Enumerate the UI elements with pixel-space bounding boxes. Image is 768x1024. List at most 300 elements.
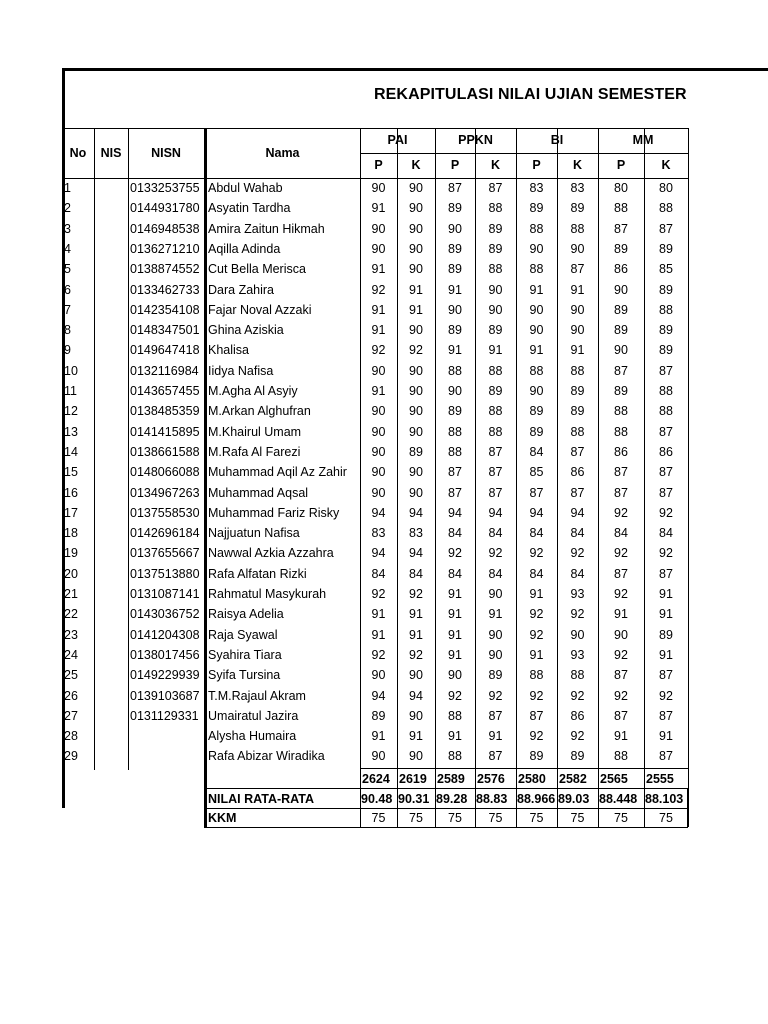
row-score: 94 (409, 546, 423, 561)
row-score: 90 (448, 302, 462, 317)
row-nisn: 0133462733 (130, 282, 200, 297)
row-score: 90 (529, 323, 544, 338)
row-score: 91 (529, 282, 544, 297)
row-score: 90 (409, 241, 423, 256)
row-score: 90 (409, 708, 423, 723)
total-value: 2582 (559, 772, 587, 786)
total-value: 2555 (646, 772, 674, 786)
row-score: 89 (659, 282, 673, 297)
row-score: 94 (488, 505, 503, 520)
row-score: 91 (371, 729, 386, 744)
body-col-divider (204, 178, 207, 828)
row-score: 88 (448, 363, 462, 378)
row-score: 94 (570, 505, 585, 520)
row-score: 87 (659, 424, 673, 439)
row-no: 12 (64, 404, 78, 419)
header-nama: Nama (265, 146, 300, 160)
header-top-line (62, 128, 688, 129)
row-nama: Raja Syawal (208, 627, 278, 642)
row-score: 84 (448, 566, 462, 581)
row-no: 13 (64, 424, 78, 439)
row-nisn: 0143036752 (130, 607, 200, 622)
row-score: 88 (570, 221, 585, 236)
row-score: 84 (529, 444, 544, 459)
row-score: 89 (659, 627, 673, 642)
row-nama: M.Agha Al Asyiy (208, 384, 298, 398)
row-nisn: 0148347501 (130, 323, 200, 338)
header-sub-k: K (411, 158, 421, 172)
row-score: 90 (488, 282, 503, 297)
row-score: 90 (488, 647, 503, 662)
row-score: 89 (448, 323, 462, 338)
row-no: 9 (64, 343, 71, 358)
row-nisn: 0138485359 (130, 404, 200, 419)
row-score: 91 (409, 729, 423, 744)
row-nisn: 0148066088 (130, 465, 200, 480)
row-score: 88 (529, 262, 544, 277)
row-score: 89 (529, 424, 544, 439)
row-score: 84 (659, 526, 673, 541)
row-score: 89 (529, 201, 544, 216)
row-score: 90 (409, 262, 423, 277)
row-score: 90 (409, 181, 423, 195)
row-score: 92 (529, 607, 544, 622)
body-col-divider (688, 178, 689, 770)
row-no: 14 (64, 444, 78, 459)
row-score: 90 (409, 384, 423, 398)
kkm-value: 75 (570, 811, 585, 825)
row-score: 83 (371, 526, 386, 541)
row-score: 89 (371, 708, 386, 723)
row-score: 86 (659, 444, 673, 459)
row-score: 94 (409, 688, 423, 703)
row-score: 89 (448, 201, 462, 216)
row-score: 92 (371, 343, 386, 358)
row-score: 90 (448, 668, 462, 683)
row-score: 88 (488, 404, 503, 419)
row-score: 89 (570, 201, 585, 216)
row-score: 88 (488, 201, 503, 216)
frame-top-border (62, 68, 768, 71)
row-score: 90 (409, 668, 423, 683)
row-score: 88 (614, 404, 628, 419)
row-score: 94 (448, 505, 462, 520)
body-col-divider (94, 178, 95, 770)
row-no: 16 (64, 485, 78, 500)
header-subject-mm: MM (632, 133, 654, 147)
row-score: 89 (570, 404, 585, 419)
average-value: 88.103 (645, 792, 684, 806)
row-score: 89 (488, 384, 503, 398)
row-score: 89 (488, 221, 503, 236)
row-nama: Alysha Humaira (208, 729, 297, 744)
row-no: 22 (64, 607, 78, 622)
average-value: 88.83 (476, 792, 508, 806)
row-score: 80 (614, 181, 628, 195)
row-score: 91 (614, 607, 628, 622)
row-score: 89 (488, 323, 503, 338)
row-score: 94 (371, 688, 386, 703)
row-nisn: 0142696184 (130, 526, 200, 541)
row-score: 87 (659, 221, 673, 236)
row-score: 89 (659, 323, 673, 338)
row-score: 84 (614, 526, 628, 541)
row-score: 92 (659, 546, 673, 561)
row-score: 87 (614, 363, 628, 378)
row-score: 86 (570, 708, 585, 723)
row-score: 90 (409, 201, 423, 216)
row-score: 88 (570, 424, 585, 439)
row-no: 17 (64, 505, 78, 520)
row-score: 91 (371, 302, 386, 317)
total-value: 2589 (437, 772, 465, 786)
row-nama: Iidya Nafisa (208, 363, 274, 378)
row-score: 89 (409, 444, 423, 459)
header-sub-p: P (532, 158, 541, 172)
row-score: 90 (409, 424, 423, 439)
row-score: 91 (448, 647, 462, 662)
row-score: 92 (448, 546, 462, 561)
row-nama: Najjuatun Nafisa (208, 526, 300, 541)
row-score: 90 (371, 404, 386, 419)
row-nisn: 0139103687 (130, 688, 200, 703)
row-nisn: 0131129331 (130, 708, 199, 723)
row-score: 89 (448, 404, 462, 419)
row-score: 90 (614, 627, 628, 642)
row-score: 90 (488, 302, 503, 317)
row-score: 92 (614, 587, 628, 601)
row-score: 91 (448, 729, 462, 744)
row-no: 25 (64, 668, 78, 683)
row-score: 92 (488, 546, 503, 561)
row-nisn: 0134967263 (130, 485, 200, 500)
row-score: 92 (614, 688, 628, 703)
header-nisn: NISN (151, 146, 181, 160)
row-score: 87 (659, 465, 673, 480)
row-score: 88 (659, 201, 673, 216)
row-score: 87 (659, 566, 673, 581)
row-score: 91 (488, 343, 503, 358)
row-score: 91 (529, 343, 544, 358)
row-nama: Aqilla Adinda (208, 241, 281, 256)
row-score: 84 (409, 566, 423, 581)
row-score: 91 (448, 627, 462, 642)
header-subject-ppkn: PPKN (458, 133, 493, 147)
row-nama: Syifa Tursina (208, 668, 281, 683)
row-no: 27 (64, 708, 78, 723)
row-nisn: 0133253755 (130, 181, 200, 195)
row-score: 91 (529, 647, 544, 662)
row-score: 87 (488, 485, 503, 500)
row-score: 91 (529, 587, 544, 601)
row-score: 84 (371, 566, 386, 581)
row-nisn: 0137655667 (130, 546, 200, 561)
row-score: 90 (371, 444, 386, 459)
row-score: 89 (529, 404, 544, 419)
row-score: 88 (659, 384, 673, 398)
row-score: 92 (614, 546, 628, 561)
row-no: 24 (64, 647, 78, 662)
row-score: 90 (371, 363, 386, 378)
row-score: 88 (488, 262, 503, 277)
row-score: 92 (570, 546, 585, 561)
row-score: 90 (448, 384, 462, 398)
row-score: 87 (614, 221, 628, 236)
row-nama: Fajar Noval Azzaki (208, 302, 312, 317)
row-score: 89 (614, 241, 628, 256)
row-score: 90 (570, 627, 585, 642)
row-score: 83 (529, 181, 544, 195)
row-score: 92 (448, 688, 462, 703)
row-no: 18 (64, 526, 78, 541)
row-score: 88 (448, 749, 462, 764)
row-no: 2 (64, 201, 71, 216)
average-value: 89.03 (558, 792, 590, 806)
row-nama: Syahira Tiara (208, 647, 282, 662)
row-score: 88 (570, 363, 585, 378)
subheader-line (360, 153, 688, 154)
row-score: 87 (529, 485, 544, 500)
row-nama: Rahmatul Masykurah (208, 587, 327, 601)
row-score: 91 (409, 627, 423, 642)
row-score: 90 (488, 627, 503, 642)
row-score: 87 (570, 444, 585, 459)
row-nisn: 0149647418 (130, 343, 200, 358)
row-nama: Khalisa (208, 343, 249, 358)
row-score: 89 (614, 302, 628, 317)
row-score: 91 (570, 282, 585, 297)
row-score: 91 (409, 282, 423, 297)
row-score: 90 (570, 323, 585, 338)
header-sub-k: K (490, 158, 501, 172)
row-no: 10 (64, 363, 78, 378)
row-no: 3 (64, 221, 71, 236)
row-score: 84 (448, 526, 462, 541)
row-score: 88 (488, 424, 503, 439)
row-nama: Amira Zaitun Hikmah (208, 221, 325, 236)
row-nisn: 0138874552 (130, 262, 200, 277)
header-nis: NIS (100, 146, 122, 160)
row-score: 94 (371, 546, 386, 561)
average-label: NILAI RATA-RATA (208, 792, 314, 806)
average-value: 88.448 (599, 792, 638, 806)
row-nisn: 0143657455 (130, 384, 200, 398)
total-value: 2565 (600, 772, 628, 786)
row-score: 91 (659, 607, 673, 622)
row-nama: Dara Zahira (208, 282, 274, 297)
row-nisn: 0138017456 (130, 647, 200, 662)
row-score: 89 (529, 749, 544, 764)
row-score: 87 (659, 363, 673, 378)
row-score: 84 (488, 566, 503, 581)
row-score: 83 (409, 526, 423, 541)
row-score: 90 (409, 221, 423, 236)
header-subject-pai: PAI (387, 133, 408, 147)
row-nama: Muhammad Fariz Risky (208, 505, 340, 520)
row-nisn: 0144931780 (130, 201, 200, 216)
row-score: 88 (448, 444, 462, 459)
row-score: 88 (529, 363, 544, 378)
row-score: 87 (659, 668, 673, 683)
row-score: 90 (570, 241, 585, 256)
row-score: 87 (448, 465, 462, 480)
row-score: 88 (614, 201, 628, 216)
row-score: 92 (529, 729, 544, 744)
row-score: 91 (488, 607, 503, 622)
row-score: 90 (570, 302, 585, 317)
row-no: 15 (64, 465, 78, 480)
row-score: 92 (371, 587, 386, 601)
row-score: 88 (448, 708, 462, 723)
row-score: 87 (448, 485, 462, 500)
row-score: 91 (371, 627, 386, 642)
row-score: 87 (614, 465, 628, 480)
row-score: 90 (409, 363, 423, 378)
row-nama: M.Arkan Alghufran (208, 404, 311, 419)
row-score: 92 (529, 688, 544, 703)
header-sub-k: K (661, 158, 671, 172)
row-score: 88 (570, 668, 585, 683)
row-score: 87 (659, 749, 673, 764)
row-score: 91 (371, 323, 386, 338)
row-score: 92 (659, 688, 673, 703)
row-no: 21 (64, 587, 78, 601)
row-score: 91 (409, 302, 423, 317)
row-score: 87 (614, 485, 628, 500)
row-score: 93 (570, 647, 585, 662)
row-score: 89 (570, 749, 585, 764)
row-no: 7 (64, 302, 71, 317)
row-score: 91 (371, 384, 386, 398)
row-score: 90 (371, 181, 386, 195)
row-no: 5 (64, 262, 71, 277)
average-value: 90.31 (398, 792, 430, 806)
row-nisn: 0141204308 (130, 627, 200, 642)
row-nama: T.M.Rajaul Akram (208, 688, 306, 703)
row-nama: Cut Bella Merisca (208, 262, 306, 277)
row-score: 92 (529, 546, 544, 561)
body-col-divider (128, 178, 129, 770)
row-nisn: 0142354108 (130, 302, 200, 317)
row-score: 87 (570, 485, 585, 500)
row-score: 88 (659, 404, 673, 419)
kkm-value: 75 (659, 811, 673, 825)
row-score: 92 (614, 505, 628, 520)
row-score: 87 (488, 708, 503, 723)
row-score: 91 (488, 729, 503, 744)
row-score: 90 (371, 749, 386, 764)
row-score: 90 (488, 587, 503, 601)
header-sub-p: P (616, 158, 626, 172)
row-score: 88 (529, 221, 544, 236)
header-no: No (69, 146, 87, 160)
row-score: 91 (371, 201, 386, 216)
row-score: 90 (529, 302, 544, 317)
row-no: 11 (64, 384, 77, 398)
row-score: 91 (448, 343, 462, 358)
row-score: 86 (570, 465, 585, 480)
average-value: 89.28 (436, 792, 468, 806)
row-nama: Asyatin Tardha (208, 201, 291, 216)
row-no: 4 (64, 241, 71, 256)
row-score: 87 (614, 566, 628, 581)
row-nama: Muhammad Aqil Az Zahir (208, 465, 347, 480)
row-score: 87 (659, 485, 673, 500)
row-score: 89 (614, 384, 628, 398)
row-score: 91 (448, 282, 462, 297)
row-score: 92 (488, 688, 503, 703)
total-value: 2580 (518, 772, 546, 786)
row-no: 29 (64, 749, 78, 764)
row-nisn: 0131087141 (130, 587, 200, 601)
row-score: 89 (488, 241, 503, 256)
row-score: 92 (570, 729, 585, 744)
row-nama: Rafa Abizar Wiradika (208, 749, 325, 764)
row-nama: Muhammad Aqsal (208, 485, 309, 500)
kkm-value: 75 (448, 811, 462, 825)
row-score: 89 (614, 323, 628, 338)
row-score: 94 (371, 505, 386, 520)
row-score: 87 (614, 668, 628, 683)
row-score: 91 (371, 262, 386, 277)
row-score: 91 (614, 729, 628, 744)
row-score: 88 (488, 363, 503, 378)
row-nisn: 0137513880 (130, 566, 200, 581)
row-score: 93 (570, 587, 585, 601)
row-score: 90 (371, 485, 386, 500)
row-score: 90 (409, 485, 423, 500)
row-no: 20 (64, 566, 78, 581)
row-score: 89 (570, 384, 585, 398)
row-nama: M.Khairul Umam (208, 424, 302, 439)
row-score: 87 (488, 465, 503, 480)
row-score: 91 (659, 587, 673, 601)
row-score: 92 (614, 647, 628, 662)
header-col-divider (688, 128, 689, 178)
row-nama: Nawwal Azkia Azzahra (208, 546, 334, 561)
row-score: 91 (409, 607, 423, 622)
row-score: 87 (448, 181, 462, 195)
row-score: 89 (448, 241, 462, 256)
kkm-value: 75 (409, 811, 423, 825)
row-nama: Abdul Wahab (208, 181, 283, 195)
row-score: 87 (570, 262, 585, 277)
row-score: 87 (488, 444, 503, 459)
row-nisn: 0149229939 (130, 668, 200, 683)
row-score: 90 (371, 465, 386, 480)
row-score: 91 (371, 607, 386, 622)
row-score: 91 (659, 729, 673, 744)
row-score: 89 (448, 262, 462, 277)
row-nisn: 0137558530 (130, 505, 200, 520)
row-score: 86 (614, 262, 628, 277)
row-score: 88 (659, 302, 673, 317)
row-score: 92 (529, 627, 544, 642)
row-score: 88 (614, 749, 628, 764)
row-score: 91 (448, 607, 462, 622)
row-score: 90 (371, 424, 386, 439)
row-score: 92 (371, 282, 386, 297)
row-score: 90 (614, 282, 628, 297)
row-score: 90 (409, 323, 423, 338)
row-score: 89 (659, 241, 673, 256)
row-score: 92 (659, 505, 673, 520)
row-score: 89 (659, 343, 673, 358)
kkm-value: 75 (614, 811, 628, 825)
row-no: 8 (64, 323, 71, 338)
row-score: 92 (409, 647, 423, 662)
row-score: 90 (529, 241, 544, 256)
